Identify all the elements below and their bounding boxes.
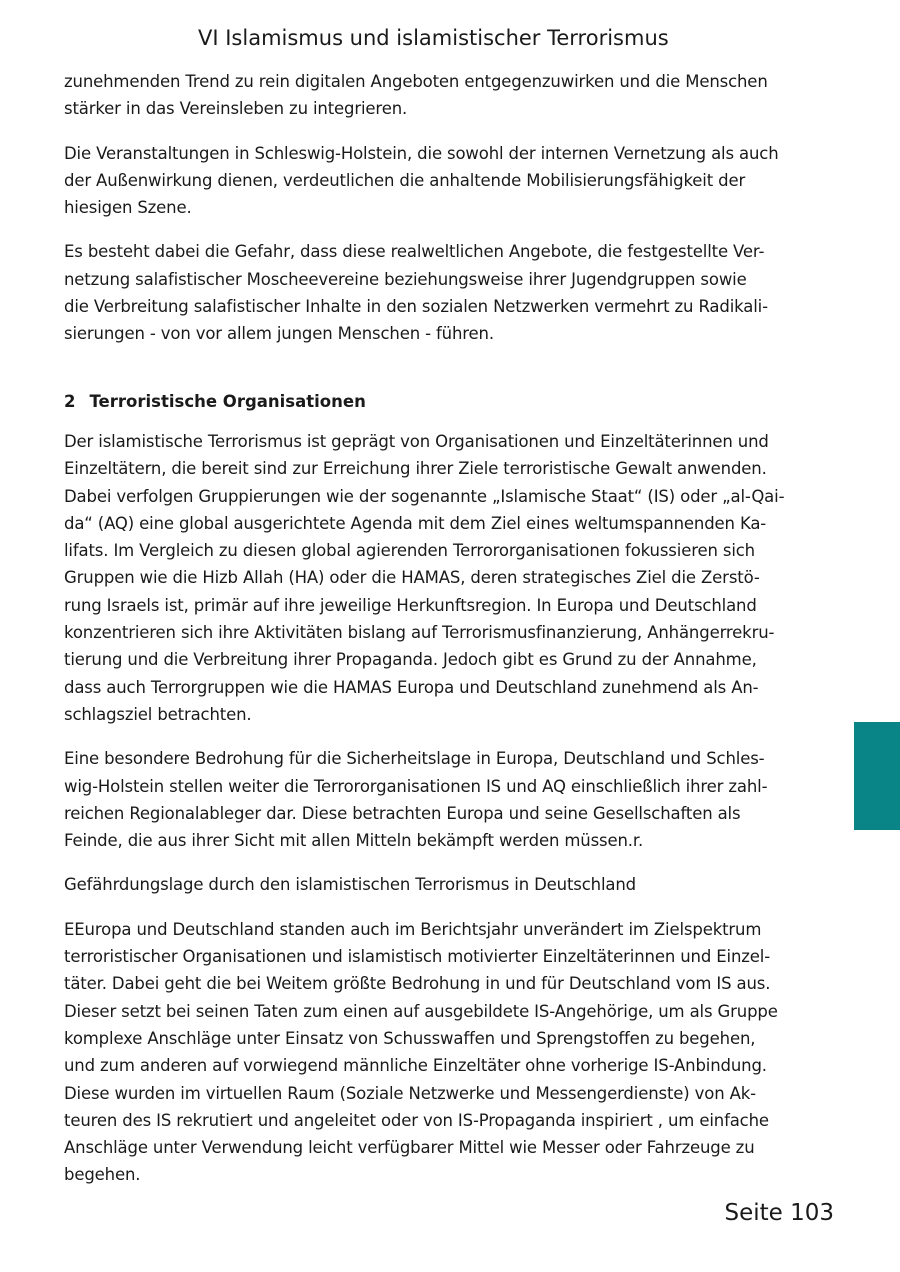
paragraph <box>64 745 804 854</box>
text-line: Feinde, die aus ihrer Sicht mit allen Mitteln bekämpft werden müssen.r. <box>64 831 644 851</box>
text-line: Der islamistische Terrorismus ist geprägt von Organisationen und Einzeltäterinnen und <box>64 432 769 451</box>
text-line: Gruppen wie die Hizb Allah (HA) oder die HAMAS, deren strategisches Ziel die Zerstö- <box>64 568 760 588</box>
text-line: Gefährdungslage durch den islamistischen Terrorismus in Deutschland <box>64 875 636 895</box>
text-line: hiesigen Szene. <box>64 198 192 218</box>
text-line: EEuropa und Deutschland standen auch im Berichtsjahr unverändert im Zielspektrum <box>64 919 762 939</box>
text-line: Dieser setzt bei seinen Taten zum einen auf ausgebildete IS-Angehörige, um als Gruppe <box>64 1001 778 1021</box>
section-heading <box>64 390 366 414</box>
text-line: Anschläge unter Verwendung leicht verfügbarer Mittel wie Messer oder Fahrzeuge zu <box>64 1138 755 1158</box>
text-line: komplexe Anschläge unter Einsatz von Schusswaffen und Sprengstoffen zu begehen, <box>64 1028 756 1048</box>
text-line: Diese wurden im virtuellen Raum (Soziale Netzwerke und Messengerdienste) von Ak- <box>64 1083 756 1103</box>
section-title: Terroristische Organisationen <box>89 392 366 411</box>
text-line: täter. Dabei geht die bei Weitem größte Bedrohung in und für Deutschland vom IS aus. <box>64 974 771 994</box>
section-number: 2 <box>64 392 76 411</box>
text-line: sierungen - von vor allem jungen Menschen - führen. <box>64 324 494 344</box>
text-line: Es besteht dabei die Gefahr, dass diese realweltlichen Angebote, die festgestellte Ver- <box>64 242 765 262</box>
text-line: teuren des IS rekrutiert und angeleitet oder von IS-Propaganda inspiriert , um einfache <box>64 1110 769 1130</box>
paragraph <box>64 238 804 347</box>
text-line: tierung und die Verbreitung ihrer Propaganda. Jedoch gibt es Grund zu der Annahme, <box>64 650 757 670</box>
text-line: die Verbreitung salafistischer Inhalte in den sozialen Netzwerken vermehrt zu Radikali- <box>64 297 768 317</box>
paragraph <box>64 871 804 898</box>
text-line: stärker in das Vereinsleben zu integrieren. <box>64 99 408 119</box>
text-line: zunehmenden Trend zu rein digitalen Angeboten entgegenzuwirken und die Menschen <box>64 72 768 91</box>
text-line: lifats. Im Vergleich zu diesen global agierenden Terrororganisationen fokussieren sich <box>64 541 755 561</box>
text-line: netzung salafistischer Moscheevereine beziehungsweise ihrer Jugendgruppen sowie <box>64 269 747 289</box>
text-line: da“ (AQ) eine global ausgerichtete Agenda mit dem Ziel eines weltumspannenden Ka- <box>64 513 767 533</box>
running-header-title: VI Islamismus und islamistischer Terrorismus <box>198 26 669 50</box>
paragraph <box>64 140 804 222</box>
text-line: dass auch Terrorgruppen wie die HAMAS Europa und Deutschland zunehmend als An- <box>64 677 759 697</box>
paragraph <box>64 916 804 1189</box>
text-line: konzentrieren sich ihre Aktivitäten bislang auf Terrorismusfinanzierung, Anhängerrekru- <box>64 623 775 643</box>
text-line: terroristischer Organisationen und islamistisch motivierter Einzeltäterinnen und Einzel- <box>64 947 771 967</box>
paragraph <box>64 68 804 123</box>
text-line: Eine besondere Bedrohung für die Sicherheitslage in Europa, Deutschland und Schles- <box>64 749 765 769</box>
page-number: Seite 103 <box>724 1200 834 1226</box>
text-line: Dabei verfolgen Gruppierungen wie der sogenannte „Islamische Staat“ (IS) oder „al-Qai- <box>64 486 785 506</box>
text-line: Die Veranstaltungen in Schleswig-Holstein, die sowohl der internen Vernetzung als auch <box>64 143 779 163</box>
text-line: der Außenwirkung dienen, verdeutlichen die anhaltende Mobilisierungsfähigkeit der <box>64 170 746 190</box>
text-line: begehen. <box>64 1165 141 1185</box>
section-text-block <box>64 428 804 1206</box>
text-line: schlagsziel betrachten. <box>64 704 252 724</box>
text-line: rung Israels ist, primär auf ihre jeweilige Herkunftsregion. In Europa und Deutschland <box>64 595 757 615</box>
chapter-tab-marker <box>854 722 900 830</box>
intro-text-block <box>64 68 804 365</box>
text-line: Einzeltätern, die bereit sind zur Erreichung ihrer Ziele terroristische Gewalt anwenden. <box>64 459 767 479</box>
text-line: reichen Regionalableger dar. Diese betrachten Europa und seine Gesellschaften als <box>64 803 741 823</box>
paragraph <box>64 428 804 728</box>
text-line: und zum anderen auf vorwiegend männliche Einzeltäter ohne vorherige IS-Anbindung. <box>64 1056 767 1076</box>
text-line: wig-Holstein stellen weiter die Terrororganisationen IS und AQ einschließlich ihrer zahl- <box>64 776 768 796</box>
